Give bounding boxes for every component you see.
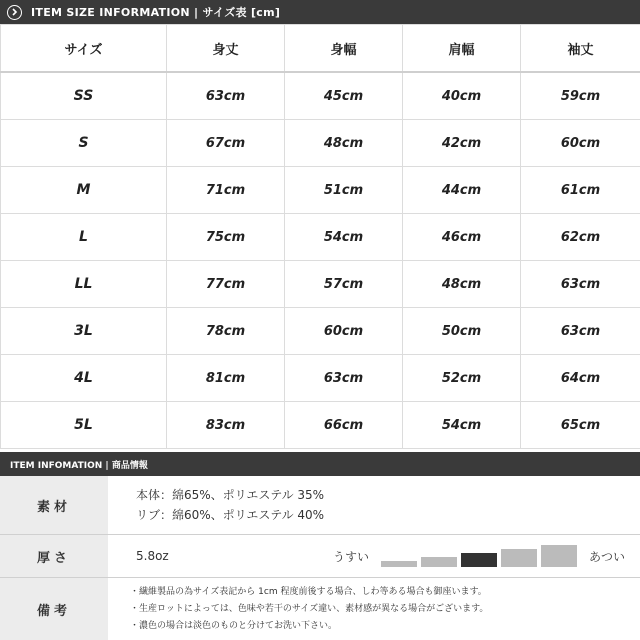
size-cell: M: [1, 167, 167, 214]
measurement-cell: 63cm: [521, 261, 640, 308]
note-line: ・生産ロットによっては、色味や若干のサイズ違い、素材感が異なる場合がございます。: [130, 603, 489, 614]
measurement-cell: 67cm: [167, 120, 285, 167]
measurement-cell: 50cm: [403, 308, 521, 355]
size-info-header: [0, 0, 640, 24]
measurement-cell: 60cm: [285, 308, 403, 355]
measurement-cell: 52cm: [403, 355, 521, 402]
measurement-cell: 46cm: [403, 214, 521, 261]
measurement-cell: 83cm: [167, 402, 285, 449]
thickness-value-cell: [108, 535, 640, 577]
measurement-cell: 54cm: [403, 402, 521, 449]
thickness-value: 5.8oz: [136, 549, 169, 563]
measurement-cell: 78cm: [167, 308, 285, 355]
measurement-cell: 51cm: [285, 167, 403, 214]
measurement-cell: 45cm: [285, 72, 403, 120]
material-line: 本体：綿65%、ポリエステル 35%: [136, 488, 325, 502]
column-header: 身幅: [285, 25, 403, 73]
size-cell: LL: [1, 261, 167, 308]
measurement-cell: 63cm: [167, 72, 285, 120]
table-row: [1, 120, 640, 167]
column-header: 身丈: [167, 25, 285, 73]
item-info-header: [0, 452, 640, 476]
thickness-bars: [381, 545, 581, 567]
table-row: [1, 355, 640, 402]
measurement-cell: 65cm: [521, 402, 640, 449]
measurement-cell: 75cm: [167, 214, 285, 261]
measurement-cell: 63cm: [285, 355, 403, 402]
table-row: [1, 214, 640, 261]
table-row: [1, 308, 640, 355]
thickness-bar-selected: [461, 553, 497, 567]
material-row: [0, 476, 640, 535]
note-line: ・繊維製品の為サイズ表記から 1cm 程度前後する場合、しわ等ある場合も御座います。: [130, 586, 487, 597]
measurement-cell: 62cm: [521, 214, 640, 261]
measurement-cell: 42cm: [403, 120, 521, 167]
notes-row: [0, 578, 640, 640]
measurement-cell: 61cm: [521, 167, 640, 214]
table-row: [1, 402, 640, 449]
measurement-cell: 40cm: [403, 72, 521, 120]
table-row: [1, 167, 640, 214]
measurement-cell: 64cm: [521, 355, 640, 402]
thick-label: あつい: [589, 549, 626, 564]
size-table: [0, 24, 640, 449]
thickness-row: [0, 535, 640, 578]
thickness-bar: [541, 545, 577, 567]
measurement-cell: 54cm: [285, 214, 403, 261]
thickness-label: 厚さ: [0, 535, 108, 577]
chevron-right-icon: [7, 5, 22, 20]
item-info-title: ITEM INFOMATION | 商品情報: [10, 460, 148, 471]
thin-label: うすい: [333, 549, 370, 564]
measurement-cell: 63cm: [521, 308, 640, 355]
size-info-title: ITEM SIZE INFORMATION | サイズ表 [cm]: [31, 6, 281, 19]
size-cell: S: [1, 120, 167, 167]
note-line: ・濃色の場合は淡色のものと分けてお洗い下さい。: [130, 620, 338, 631]
measurement-cell: 48cm: [403, 261, 521, 308]
thickness-bar: [381, 561, 417, 567]
column-header: 肩幅: [403, 25, 521, 73]
size-cell: 5L: [1, 402, 167, 449]
column-header: 袖丈: [521, 25, 640, 73]
table-row: [1, 261, 640, 308]
thickness-scale: [333, 535, 625, 577]
notes-list: [108, 578, 640, 640]
material-label: 素材: [0, 476, 108, 534]
notes-label: 備考: [0, 578, 108, 640]
material-value: [108, 476, 640, 534]
measurement-cell: 66cm: [285, 402, 403, 449]
thickness-bar: [421, 557, 457, 567]
size-cell: L: [1, 214, 167, 261]
thickness-bar: [501, 549, 537, 567]
measurement-cell: 48cm: [285, 120, 403, 167]
table-row: [1, 72, 640, 120]
measurement-cell: 71cm: [167, 167, 285, 214]
table-header-row: [1, 25, 640, 73]
measurement-cell: 44cm: [403, 167, 521, 214]
measurement-cell: 77cm: [167, 261, 285, 308]
size-cell: 4L: [1, 355, 167, 402]
measurement-cell: 59cm: [521, 72, 640, 120]
column-header: サイズ: [1, 25, 167, 73]
size-cell: 3L: [1, 308, 167, 355]
material-line: リブ：綿60%、ポリエステル 40%: [136, 508, 325, 522]
measurement-cell: 81cm: [167, 355, 285, 402]
measurement-cell: 60cm: [521, 120, 640, 167]
size-cell: SS: [1, 72, 167, 120]
measurement-cell: 57cm: [285, 261, 403, 308]
